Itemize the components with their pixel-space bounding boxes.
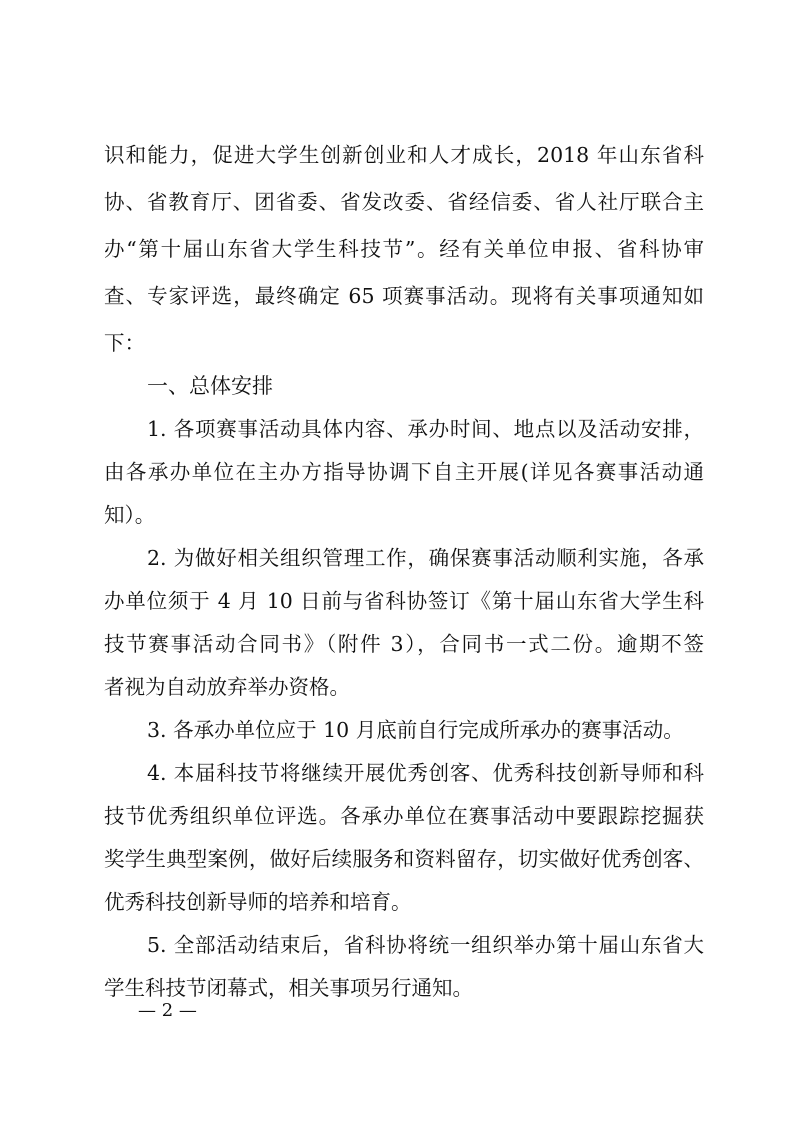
page-number: — 2 — <box>138 1000 197 1021</box>
section-heading: 一、总体安排 <box>147 374 273 398</box>
paragraph-line: 者视为自动放弃举办资格。 <box>104 675 350 699</box>
paragraph-line: 2. 为做好相关组织管理工作，确保赛事活动顺利实施，各承 <box>147 546 704 570</box>
paragraph-line: 知）。 <box>104 503 156 527</box>
paragraph-line: 学生科技节闭幕式，相关事项另行通知。 <box>104 976 473 1000</box>
paragraph-line: 识和能力，促进大学生创新创业和人才成长，2018 年山东省科 <box>104 143 704 167</box>
paragraph-line: 技节优秀组织单位评选。各承办单位在赛事活动中要跟踪挖掘获 <box>104 804 704 828</box>
paragraph-line: 查、专家评选，最终确定 65 项赛事活动。现将有关事项通知如 <box>104 284 704 308</box>
paragraph-line: 办“第十届山东省大学生科技节”。经有关单位申报、省科协审 <box>104 237 704 261</box>
paragraph-line: 奖学生典型案例，做好后续服务和资料留存，切实做好优秀创客、 <box>104 847 704 871</box>
paragraph-line: 3. 各承办单位应于 10 月底前自行完成所承办的赛事活动。 <box>147 718 684 742</box>
paragraph-line: 4. 本届科技节将继续开展优秀创客、优秀科技创新导师和科 <box>147 761 704 785</box>
paragraph-line: 办单位须于 4 月 10 日前与省科协签订《第十届山东省大学生科 <box>104 589 704 613</box>
paragraph-line: 1. 各项赛事活动具体内容、承办时间、地点以及活动安排， <box>147 417 704 441</box>
paragraph-line: 优秀科技创新导师的培养和培育。 <box>104 890 412 914</box>
paragraph-line: 协、省教育厅、团省委、省发改委、省经信委、省人社厅联合主 <box>104 190 704 214</box>
paragraph-line: 由各承办单位在主办方指导协调下自主开展(详见各赛事活动通 <box>104 460 704 484</box>
paragraph-line: 下： <box>104 331 145 355</box>
paragraph-line: 5. 全部活动结束后，省科协将统一组织举办第十届山东省大 <box>147 933 704 957</box>
paragraph-line: 技节赛事活动合同书》（附件 3），合同书一式二份。逾期不签 <box>104 632 704 656</box>
